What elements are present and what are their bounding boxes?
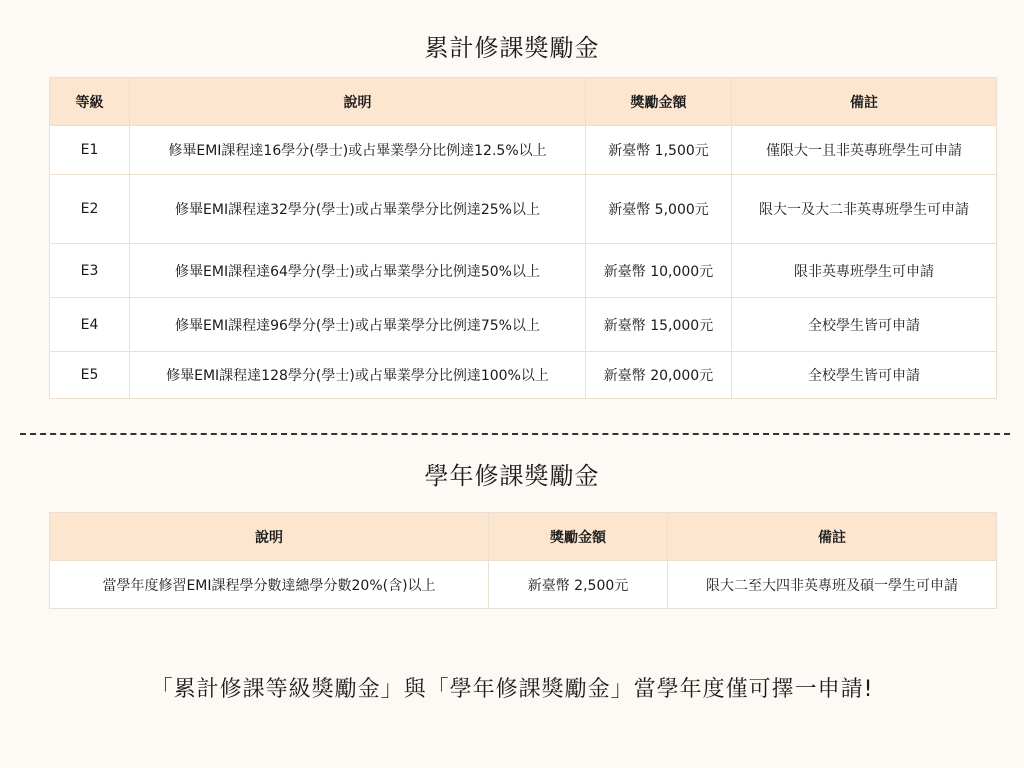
description-cell: 修畢EMI課程達32學分(學士)或占畢業學分比例達25%以上 <box>130 175 586 244</box>
description-cell: 修畢EMI課程達128學分(學士)或占畢業學分比例達100%以上 <box>130 352 586 399</box>
amount-cell: 新臺幣 1,500元 <box>586 126 732 175</box>
table-row <box>50 175 997 244</box>
amount-cell: 新臺幣 5,000元 <box>586 175 732 244</box>
remarks-cell: 全校學生皆可申請 <box>732 352 997 399</box>
header-description: 說明 <box>50 513 489 561</box>
remarks-cell: 全校學生皆可申請 <box>732 298 997 352</box>
cumulative-scholarship-title: 累計修課獎勵金 <box>424 34 600 62</box>
annual-scholarship-title: 學年修課獎勵金 <box>424 462 600 490</box>
remarks-cell: 僅限大一且非英專班學生可申請 <box>732 126 997 175</box>
header-remarks: 備註 <box>668 513 997 561</box>
table-row <box>50 298 997 352</box>
amount-cell: 新臺幣 2,500元 <box>489 561 668 609</box>
amount-cell: 新臺幣 20,000元 <box>586 352 732 399</box>
remarks-cell: 限大二至大四非英專班及碩一學生可申請 <box>668 561 997 609</box>
description-cell: 當學年度修習EMI課程學分數達總學分數20%(含)以上 <box>50 561 489 609</box>
level-cell: E1 <box>50 126 130 175</box>
remarks-cell: 限大一及大二非英專班學生可申請 <box>732 175 997 244</box>
table-header-row <box>50 78 997 126</box>
footer-notice: 「累計修課等級獎勵金」與「學年修課獎勵金」當學年度僅可擇一申請! <box>150 677 874 702</box>
description-cell: 修畢EMI課程達96學分(學士)或占畢業學分比例達75%以上 <box>130 298 586 352</box>
description-cell: 修畢EMI課程達16學分(學士)或占畢業學分比例達12.5%以上 <box>130 126 586 175</box>
description-cell: 修畢EMI課程達64學分(學士)或占畢業學分比例達50%以上 <box>130 244 586 298</box>
table-row <box>50 352 997 399</box>
table-row <box>50 561 997 609</box>
header-level: 等級 <box>50 78 130 126</box>
level-cell: E3 <box>50 244 130 298</box>
level-cell: E2 <box>50 175 130 244</box>
header-amount: 獎勵金額 <box>489 513 668 561</box>
header-amount: 獎勵金額 <box>586 78 732 126</box>
amount-cell: 新臺幣 10,000元 <box>586 244 732 298</box>
amount-cell: 新臺幣 15,000元 <box>586 298 732 352</box>
cumulative-scholarship-table <box>49 77 997 399</box>
table-row <box>50 126 997 175</box>
header-remarks: 備註 <box>732 78 997 126</box>
remarks-cell: 限非英專班學生可申請 <box>732 244 997 298</box>
section-divider <box>20 433 1010 435</box>
table-row <box>50 244 997 298</box>
level-cell: E5 <box>50 352 130 399</box>
annual-scholarship-table <box>49 512 997 609</box>
table-header-row <box>50 513 997 561</box>
header-description: 說明 <box>130 78 586 126</box>
level-cell: E4 <box>50 298 130 352</box>
